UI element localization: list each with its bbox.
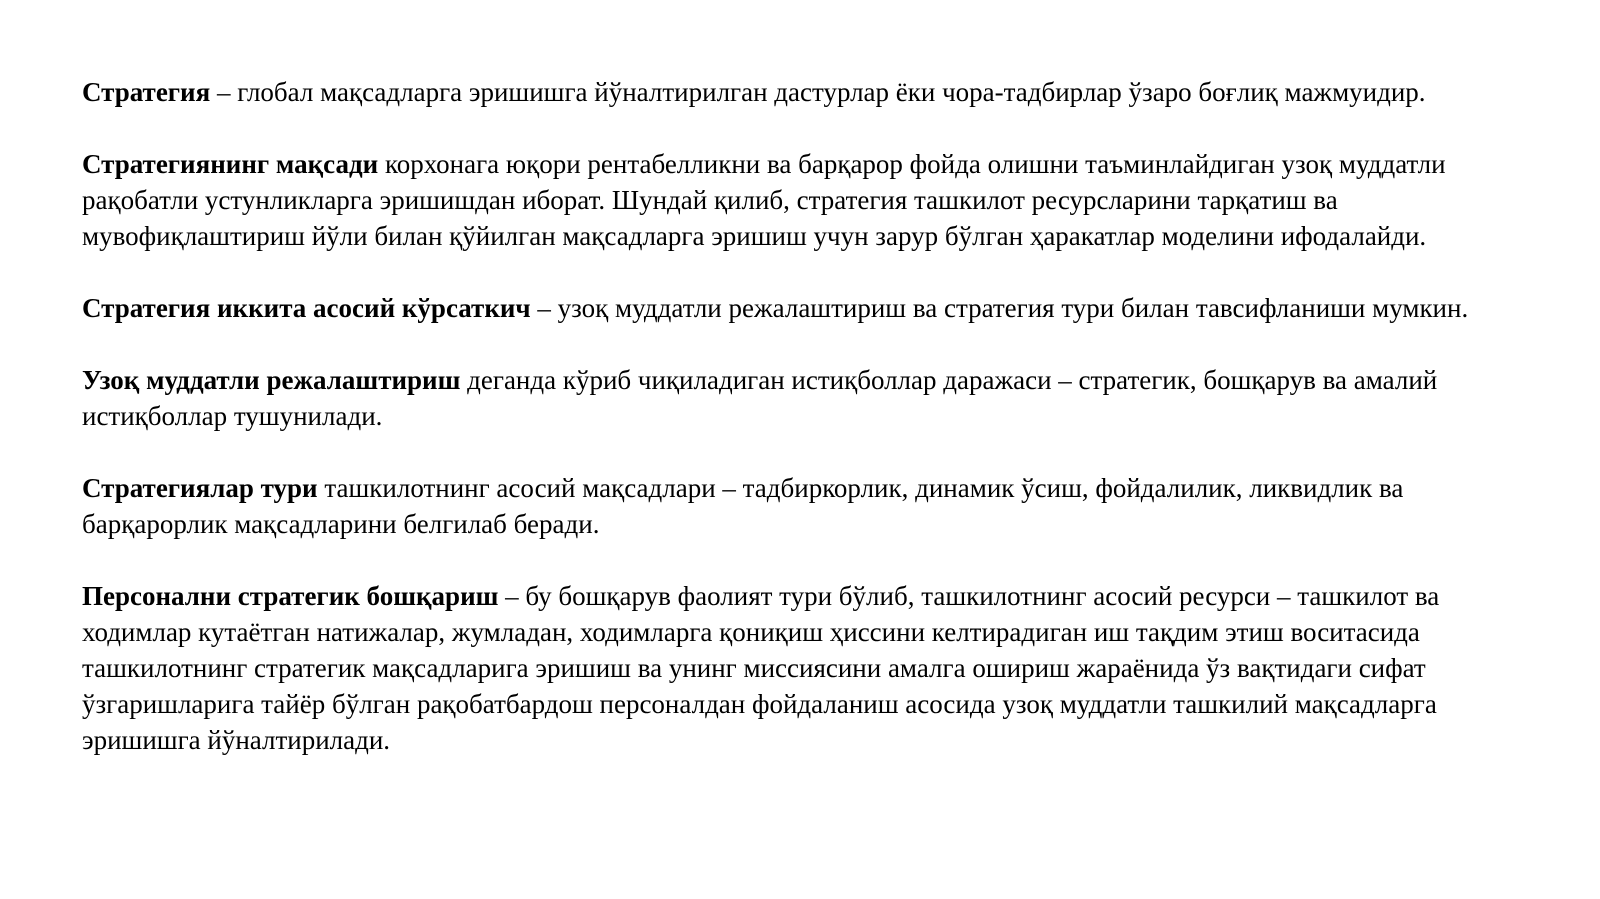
term-strategy-goal: Стратегиянинг мақсади [82,149,379,179]
paragraph-strategy-types [82,470,1502,542]
paragraph-personnel-management [82,578,1502,758]
term-strategy: Стратегия [82,77,211,107]
paragraph-text: – глобал мақсадларга эришишга йўналтирилган дастурлар ёки чора-тадбирлар ўзаро боғлиқ мажмуидир. [210,77,1426,107]
term-strategy-indicators: Стратегия иккита асосий кўрсаткич [82,293,531,323]
paragraph-text: – узоқ муддатли режалаштириш ва стратегия тури билан тавсифланиши мумкин. [530,293,1469,323]
paragraph-text: корхонага юқори рентабелликни ва барқарор фойда олишни таъминлайдиган узоқ муддатли рақобатли устунликларга эришишдан иборат. Шундай қилиб, стратегия ташкилот ресурсларини тарқатиш ва мувофиқлаштириш йўли билан қўйилган мақсадларга эришиш учун зарур бўлган ҳаракатлар моделини ифодалайди. [82,149,1446,251]
paragraph-text: деганда кўриб чиқиладиган истиқболлар даражаси – стратегик, бошқарув ва амалий истиқболлар тушунилади. [82,365,1438,431]
term-strategy-types: Стратегиялар тури [82,473,318,503]
paragraph-long-term-planning [82,362,1502,434]
slide-body [82,74,1502,758]
term-long-term-planning: Узоқ муддатли режалаштириш [82,365,461,395]
paragraph-strategy-indicators [82,290,1502,326]
paragraph-strategy-definition [82,74,1502,110]
paragraph-text: ташкилотнинг асосий мақсадлари – тадбиркорлик, динамик ўсиш, фойдалилик, ликвидлик ва барқарорлик мақсадларини белгилаб беради. [82,473,1404,539]
term-personnel-management: Персонални стратегик бошқариш [82,581,499,611]
paragraph-strategy-goal [82,146,1502,254]
paragraph-text: – бу бошқарув фаолият тури бўлиб, ташкилотнинг асосий ресурси – ташкилот ва ходимлар кутаётган натижалар, жумладан, ходимларга қониқиш ҳиссини келтирадиган иш тақдим этиш воситасида ташкилотнинг стратегик мақсадларига эришиш ва унинг миссиясини амалга ошириш жараёнида ўз вақтидаги сифат ўзгаришларига тайёр бўлган рақобатбардош персоналдан фойдаланиш асосида узоқ муддатли ташкилий мақсадларга эришишга йўналтирилади. [82,581,1440,755]
